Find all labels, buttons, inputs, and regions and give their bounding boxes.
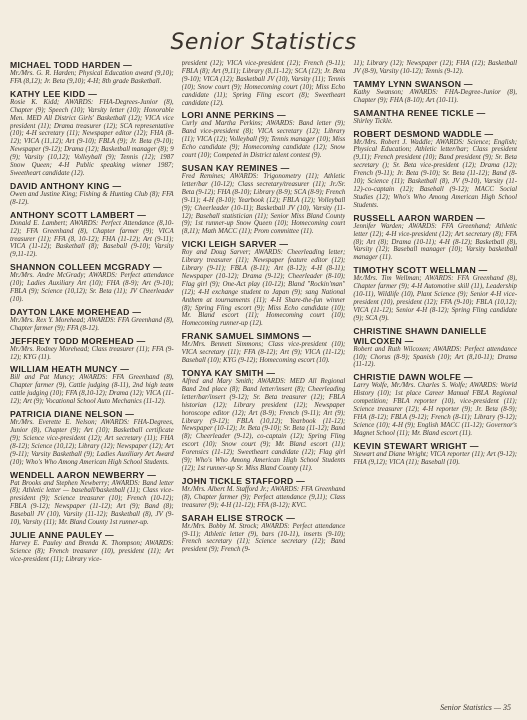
- student-stats: Mr./Mrs. Albert M. Stafford Jr.; AWARDS: FFA Greenhand (8), Chapter farmer (9); Perfect attendance (9,11); Class treasurer (9); 4-H (11-12); FFA (8-12); KVC.: [181, 485, 346, 509]
- student-entry: [182, 60, 346, 107]
- student-entry: [10, 60, 174, 86]
- student-stats: Kathy Swanson; AWARDS: FHA-Degree-Junior (8), Chapter (9); FHA (8-10); Art (10-11).: [353, 88, 517, 104]
- column-3: [353, 60, 517, 688]
- student-stats: Mr./Mrs. Rodney Morehead; Class treasurer (11); FFA (9-12); KYG (11).: [10, 345, 174, 361]
- student-entry: [10, 181, 174, 207]
- student-name: TIMOTHY SCOTT WELLMAN —: [353, 265, 488, 276]
- student-stats: Owen and Justine King; Fishing & Hunting Club (8); FFA (8-12).: [10, 190, 174, 206]
- student-name: DAYTON LAKE MOREHEAD —: [10, 306, 142, 317]
- student-stats: Stewart and Diane Wright; VICA reporter (11); Art (9-12); FHA (9,12); VICA (11); Baseball (10).: [353, 450, 517, 466]
- student-stats: 11); Library (12); Newspaper (12); FHA (12); Basketball JV (8-9), Varsity (10-12); Tennis (9-12).: [353, 60, 517, 75]
- student-name: TONYA KAY SMITH —: [181, 368, 276, 378]
- student-entry: [182, 368, 346, 473]
- student-entry: [10, 530, 174, 564]
- student-stats: president (12); VICA vice-president (12); French (9-11); FBLA (8); Art (9,11); Library (8,11-12); SCA (12); Jr. Beta (9-10); VICA (12); Basketball JV (10), Varsity (11); Tennis (10); Snow court (9); Homecoming court (10); Miss Echo candidate (11); Spring Fling escort (8); Sweetheart candidate (12).: [181, 60, 346, 107]
- page-title: Senior Statistics: [170, 30, 357, 55]
- student-stats: Mr./Mrs. Rex Y. Morehead; AWARDS: FFA Greenhand (8), Chapter farmer (9); FFA (8-12).: [10, 316, 174, 332]
- student-entry: [10, 364, 174, 406]
- student-name: SUSAN KAY REMINES —: [181, 162, 290, 173]
- student-entry: [353, 60, 517, 76]
- student-entry: [353, 372, 517, 437]
- student-name: KATHY LEE KIDD —: [10, 88, 98, 99]
- student-name: JOHN TICKLE STAFFORD —: [181, 475, 306, 486]
- student-stats: Larry Wolfe, Mr./Mrs. Charles S. Wolfe; AWARDS: World History (10); 1st place Career Manual FBLA Regional competition; FBLA reporter (10), vice-president (11); Science treasurer (12); 4-H reporter (9); Jr. Beta (8-9); FHA (8-12); FBLA (9-12); French (8-11); Library (9-12); Science (10); 4-H (9); English MACC (11-12); Governor's Magnet School (11); Mr. Bland escort (11).: [353, 382, 517, 437]
- student-entry: [10, 210, 174, 260]
- student-entry: [182, 513, 346, 555]
- student-entry: [10, 307, 174, 333]
- student-stats: Alfred and Mary Smith; AWARDS: MED All Regional Band 2nd place (8); Band letter/insert (8); Cheerleading letter/bar/insert (9-12); Sr. Beta treasurer (12); FBLA historian (12); Library president (12); Newspaper horoscope editor (12); Art (8-9); French (9-11); Art (9); Library (9-12); FBLA (10,12); Yearbook (11-12); Newspaper (10-12); Jr. Beta (9-10); Sr. Beta (11-12); Band (8); Cheerleader (9-12), co-captain (12); Spring Fling escort (10); Snow court (9); Mr. Bland escort (11); Forensics (11-12); Sweetheart candidate (12); Flag girl (9); Who's Who Among American High School Students (12); 1st runner-up Sr. Miss Bland County (11).: [181, 378, 346, 472]
- student-name: JEFFREY TODD MOREHEAD —: [10, 335, 146, 346]
- student-entry: [10, 262, 174, 304]
- student-name: WENDELL AARON NEWBERRY —: [10, 469, 157, 480]
- student-stats: Mr./Mrs. Robert J. Waddle; AWARDS: Science; English; Physical Education; Athletic letter/bar; Class president (9,11); French president (10); Band president (9); Sr. Beta secretary (); Sr. Beta vice-president (12); Drama (12); French (9-11); Jr. Beta (9-10); Sr. Beta (11-12); Band (8-10); Science (11); Basketball (8), JV (9-10), Varsity (11-12)-co-captain (12); Baseball (9-12); MACC Social Studies (12); Who's Who Among American High School Students.: [353, 138, 517, 209]
- student-stats: Pat Brooks and Stephen Newberry; AWARDS: Band letter (8); Athletic letter — baseball/basketball (11); Class vice-president (9); Science treasurer (10); French (10-12); FBLA (9-12); Newspaper (11-12); Art (9); Band (8); Baseball JV (10), Varsity (11-12); Basketball (8), JV (9-10), Varsity (11); Mr. Bland County 1st runner-up.: [10, 479, 174, 527]
- student-name: VICKI LEIGH SARVER —: [181, 239, 289, 250]
- student-stats: Fred Remines; AWARDS: Trigonometry (11); Athletic letter/bar (10-12); Class secretary/treasurer (11); Jr./Sr. Beta (9-12); FHA (8-10); Library (8-9); SCA (8-9); French (9-11); 4-H (8-10); Yearbook (12); FBLA (12); Volleyball (9); Cheerleader (10-11); Basketball JV (10), Varsity (11-12); Baseball statistician (11); Senior Miss Bland County (9); 1st runner-up Snow Queen (10); Homecoming court (8,11); Math MACC (11); Prom committee (11).: [181, 172, 346, 236]
- student-stats: Mr./Mrs. Andre McGrady; AWARDS: Perfect attendance (10); Ladies Auxiliary Art (10); FHA (8-9); Art (9-10); FBLA (9); Science (10,12); Sr. Beta (11); JV Cheerleader (10).: [10, 272, 174, 303]
- student-stats: Harvey E. Pauley and Brenda K. Thompson; AWARDS: Science (8); French treasurer (10), president (11); Art vice-president (11); Library vice-: [10, 539, 174, 563]
- student-entry: [10, 336, 174, 362]
- student-name: CHRISTINE SHAWN DANIELLE WILCOXEN —: [353, 325, 487, 346]
- student-name: FRANK SAMUEL SIMMONS —: [181, 331, 312, 342]
- student-name: DAVID ANTHONY KING —: [10, 180, 122, 191]
- student-name: WILLIAM HEATH MUNCY —: [10, 364, 130, 375]
- student-entry: [353, 441, 517, 467]
- student-entry: [353, 326, 517, 370]
- page-footer: Senior Statistics — 35: [440, 703, 511, 712]
- student-stats: Roy and Doug Sarver; AWARDS: Cheerleading letter; Library treasurer (11); Newspaper feature editor (12); Library (9-11); FBLA (8-11); Art (8-12); 4-H (8-11); Newspaper (10-12); Drama (9-12); Cheerleader (8-10); Flag girl (9); One-Act play (10-12); Bland "Rockin'man" (12); 4-H exchange student to Japan (9); sang National Anthem at tournaments (11); 4-H Share-the-fun winner (8); Spring Fling escort (9); Miss Echo candidate (10); Mr. Bland escort (11); Homecoming court (10); Homecoming runner-up (12).: [181, 249, 346, 328]
- student-entry: [353, 79, 517, 105]
- student-stats: Mr./Mrs. Bennett Simmons; Class vice-president (10); VICA secretary (11); FFA (8-12); Art (9); VICA (11-12); Baseball (10); KYG (9-12); Homecoming escort (10).: [181, 341, 346, 365]
- student-entry: [182, 331, 346, 365]
- student-name: SHANNON COLLEEN MCGRADY —: [10, 262, 163, 273]
- student-entry: [353, 213, 517, 263]
- student-stats: Curly and Martha Perkins; AWARDS: Band letter (9); Band vice-president (8); VICA secretary (12); Library (11); VICA (12); Volleyball (9); Tennis manager (10); Miss Echo candidate (9); Homecoming candidate (12); Snow court (10); Competed in District talent contest (9).: [181, 120, 346, 160]
- student-name: JULIE ANNE PAULEY —: [10, 529, 114, 540]
- student-stats: Rosie K. Kidd; AWARDS: FHA-Degrees-Junior (8), Chapter (9); Speech (10); Varsity letter (10); Honorable Men. MED All District Girls' Basketball (12); VICA vice president (11); Drama treasurer (12); SCA representative (10); 4-H secretary (11); Newspaper editor (12); FHA (8-12); VICA (11,12); Art (9-10); FBLA (9); Jr. Beta (9-10); Newspaper (9-12); Drama (12); Basketball manager (8); 9 (9); Varsity (10,12); Volleyball (9); Tennis (12); 1987 Snow Queen; 4-H Public speaking winner 1987; Sweetheart candidate (12).: [10, 98, 174, 177]
- student-entry: [182, 163, 346, 236]
- student-stats: Shirley Tickle.: [353, 117, 393, 125]
- student-name: RUSSELL AARON WARDEN —: [353, 212, 486, 223]
- student-entry: [353, 108, 517, 126]
- column-1: [10, 60, 174, 688]
- student-entry: [10, 470, 174, 527]
- student-entry: [10, 409, 174, 466]
- student-name: SARAH ELISE STROCK —: [181, 512, 296, 523]
- student-stats: Donald E. Lambert; AWARDS: Perfect Attendance (8,10-12); FFA Greenhand (8), Chapter farmer (9); VICA treasurer (11); FFA (8, 10-12); FHA (11-12); Art (9-11); VICA (11-12); Basketball (8); Baseball (9-10); Varsity (9,11-12).: [10, 219, 174, 259]
- student-stats: Mr./Mrs. Tim Wellman; AWARDS: FFA Greenhand (8), Chapter farmer (9); 4-H Automotive skill (11), Leadership (10-11), Wildlife (10), Plant Science (9); Senior 4-H vice-president (10), president (12); FFA (9-10); FBLA (10,12); VICA (11-12); Senior 4-H (8-12); Spring Fling candidate (9); SCA (9).: [353, 275, 517, 322]
- student-stats: Robert and Ruth Wilcoxen; AWARDS: Perfect attendance (10); Chorus (8-9); Spanish (10); Art (8,10-11); Drama (11-12).: [353, 345, 517, 369]
- student-stats: Mr./Mrs. Everette E. Nelson; AWARDS: FHA-Degrees, Junior (8), Chapter (9); Art (10); Basketball certificate (9); Science vice-president (12); Art secretary (11); FHA (8-12); Science (10,12); Library (12); Newspaper (12); Art (9-11); Varsity Basketball (9); Ladies Auxiliary Art Award (10); Who's Who Among American High School Students.: [10, 419, 174, 466]
- student-entry: [353, 265, 517, 322]
- student-entry: [182, 110, 346, 160]
- column-2: [182, 60, 346, 688]
- student-entry: [353, 129, 517, 210]
- student-stats: Jennifer Warden; AWARDS: FFA Greenhand; Athletic letter (12); 4-H vice-president (12); Art secretary (8); FFA (8); Art (8); Drama (10-11); 4-H (8-12); Basketball (8), Varsity (12); Baseball manager (10); Varsity basketball manager (11).: [353, 222, 517, 262]
- student-name: SAMANTHA RENEE TICKLE —: [353, 107, 486, 118]
- text-columns: [10, 60, 517, 688]
- student-entry: [182, 239, 346, 328]
- student-name: MICHAEL TODD HARDEN —: [10, 60, 133, 70]
- student-name: LORI ANNE PERKINS —: [181, 110, 286, 121]
- student-entry: [182, 476, 346, 510]
- student-stats: Bill and Pat Muncy; AWARDS: FFA Greenhand (8), Chapter farmer (9), Cattle judging (8-11), 2nd high team cattle judging (10); FFA (8,10-12); Drama (12); VICA (11-12); Art (9); Vocational School Auto Mechanics (11-12).: [10, 374, 174, 406]
- student-name: TAMMY LYNN SWANSON —: [353, 78, 473, 89]
- student-stats: Mr./Mrs. Bobby M. Strock; AWARDS: Perfect attendance (9-11); Athletic letter (9), bars (10-11), inserts (9-10); French secretary (11); Science secretary (12); Band president (9); French (9-: [181, 522, 346, 554]
- student-entry: [10, 89, 174, 178]
- student-name: ROBERT DESMOND WADDLE —: [353, 128, 494, 139]
- student-name: CHRISTIE DAWN WOLFE —: [353, 372, 473, 383]
- student-name: ANTHONY SCOTT LAMBERT —: [10, 209, 147, 220]
- student-stats: Mr./Mrs. G. R. Harden; Physical Education award (9,10); FFA (8,12); Jr. Beta (9,10); 4-H; 8th grade Basketball.: [10, 70, 174, 85]
- student-name: PATRICIA DIANE NELSON —: [10, 409, 135, 420]
- student-name: KEVIN STEWART WRIGHT —: [353, 440, 479, 451]
